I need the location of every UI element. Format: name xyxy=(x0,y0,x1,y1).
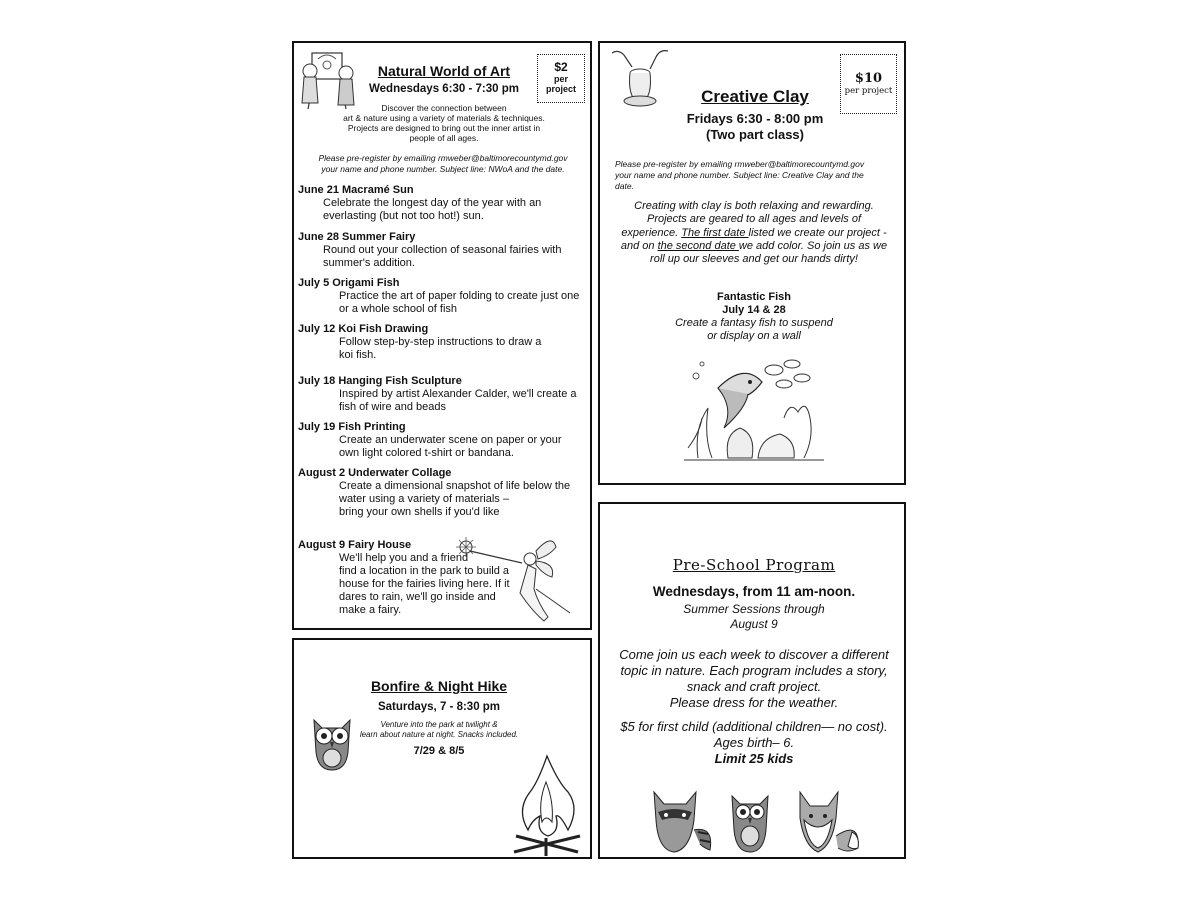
natural-world-schedule: Wednesdays 6:30 - 7:30 pm xyxy=(369,83,519,95)
event-item xyxy=(298,323,590,362)
preschool-sessions-1: Summer Sessions through xyxy=(683,602,825,616)
creative-clay-second-date: the second date xyxy=(657,239,739,252)
event-item xyxy=(298,421,590,460)
event-desc: Create an underwater scene on paper or your xyxy=(339,434,562,446)
event-desc: everlasting (but not too hot!) sun. xyxy=(323,210,484,222)
creative-clay-title: Creative Clay xyxy=(701,87,809,106)
natural-world-of-art-panel xyxy=(292,41,592,630)
creative-clay-description xyxy=(606,200,902,266)
preschool-details xyxy=(604,719,904,767)
underwater-fish-illustration xyxy=(684,348,824,466)
preschool-sessions xyxy=(640,602,868,632)
event-desc: or a whole school of fish xyxy=(339,303,458,315)
natural-world-price: $2 xyxy=(554,60,568,74)
creative-clay-register-2: your name and phone number. Subject line: Creative Clay and the xyxy=(615,170,864,180)
natural-world-price-box xyxy=(537,54,585,103)
preschool-limit: Limit 25 kids xyxy=(714,751,794,766)
event-title: July 19 Fish Printing xyxy=(298,421,406,433)
event-item xyxy=(298,277,590,316)
preschool-sessions-2: August 9 xyxy=(730,617,778,631)
creative-clay-desc-3a: experience. xyxy=(621,226,682,239)
clay-hands-illustration xyxy=(608,47,676,109)
campfire-illustration xyxy=(510,752,584,858)
event-desc: fish of wire and beads xyxy=(339,401,447,413)
creative-clay-panel xyxy=(598,41,906,485)
event-title: July 12 Koi Fish Drawing xyxy=(298,323,429,335)
natural-world-desc-4: people of all ages. xyxy=(409,133,479,143)
event-title: June 21 Macramé Sun xyxy=(298,184,414,196)
project-dates: July 14 & 28 xyxy=(722,304,786,316)
event-desc: make a fairy. xyxy=(339,604,402,616)
preschool-desc-1: Come join us each week to discover a different xyxy=(619,647,889,662)
event-desc: Round out your collection of seasonal fairies with xyxy=(323,244,562,256)
natural-world-price-note-2: project xyxy=(545,84,576,94)
event-desc: dares to rain, we'll go inside and xyxy=(339,591,496,603)
event-desc: Inspired by artist Alexander Calder, we'll create a xyxy=(339,388,577,400)
natural-world-title: Natural World of Art xyxy=(377,63,511,79)
natural-world-register-2: your name and phone number. Subject line: NWoA and the date. xyxy=(321,164,565,174)
bonfire-description xyxy=(339,720,539,740)
event-desc: Follow step-by-step instructions to draw a xyxy=(339,336,542,348)
preschool-schedule: Wednesdays, from 11 am-noon. xyxy=(652,584,856,599)
creative-clay-price-box xyxy=(840,54,897,114)
natural-world-desc-3: Projects are designed to bring out the inner artist in xyxy=(347,123,541,133)
preschool-cost: $5 for first child (additional children— no cost). xyxy=(620,719,888,734)
event-title: July 5 Origami Fish xyxy=(298,277,400,289)
preschool-desc-3: snack and craft project. xyxy=(686,679,822,694)
bonfire-dates: 7/29 & 8/5 xyxy=(413,745,465,757)
bonfire-desc-1: Venture into the park at twilight & xyxy=(380,720,498,729)
project-desc-1: Create a fantasy fish to suspend xyxy=(675,317,833,329)
creative-clay-desc-2: Projects are geared to all ages and levels of xyxy=(646,213,862,226)
creative-clay-desc-1: Creating with clay is both relaxing and rewarding. xyxy=(634,200,874,212)
event-title: August 9 Fairy House xyxy=(298,539,412,551)
creative-clay-register xyxy=(615,159,900,192)
natural-world-register-1: Please pre-register by emailing rmweber@baltimorecountymd.gov xyxy=(318,153,568,163)
natural-world-register xyxy=(300,153,586,175)
natural-world-desc-2: art & nature using a variety of materials & techniques. xyxy=(343,113,545,123)
creative-clay-desc-4a: and on xyxy=(620,239,658,252)
event-title: August 2 Underwater Collage xyxy=(298,467,452,479)
creative-clay-register-1: Please pre-register by emailing rmweber@baltimorecountymd.gov xyxy=(615,159,865,169)
project-desc-2: or display on a wall xyxy=(707,330,801,342)
event-desc: water using a variety of materials – xyxy=(339,493,509,505)
event-item xyxy=(298,184,590,223)
event-item xyxy=(298,467,590,519)
preschool-desc-4: Please dress for the weather. xyxy=(669,695,839,710)
creative-clay-desc-5: roll up our sleeves and get our hands dirty! xyxy=(650,253,858,266)
creative-clay-price-note: per project xyxy=(844,86,893,96)
creative-clay-desc-3 xyxy=(606,227,902,240)
preschool-description xyxy=(604,647,904,711)
event-desc: Celebrate the longest day of the year with an xyxy=(323,197,542,209)
creative-clay-desc-4c: we add color. So join us as we xyxy=(738,239,888,252)
event-desc: Create a dimensional snapshot of life below the xyxy=(339,480,571,492)
bonfire-title: Bonfire & Night Hike xyxy=(370,678,508,694)
creative-clay-desc-3c: listed we create our project - xyxy=(748,226,887,239)
natural-world-description xyxy=(324,103,564,143)
event-desc: own light colored t-shirt or bandana. xyxy=(339,447,514,459)
project-title: Fantastic Fish xyxy=(717,291,791,303)
event-title: July 18 Hanging Fish Sculpture xyxy=(298,375,462,387)
event-desc: Practice the art of paper folding to create just one xyxy=(339,290,580,302)
event-desc: koi fish. xyxy=(339,349,377,361)
natural-world-price-note-1: per xyxy=(553,74,568,84)
event-desc: summer's addition. xyxy=(323,257,415,269)
bonfire-schedule: Saturdays, 7 - 8:30 pm xyxy=(377,701,501,713)
creative-clay-price: $10 xyxy=(854,71,883,86)
creative-clay-register-3: date. xyxy=(615,181,634,191)
event-item xyxy=(298,231,590,270)
preschool-program-panel xyxy=(598,502,906,859)
bonfire-night-hike-panel xyxy=(292,638,592,859)
fantastic-fish-project xyxy=(654,291,854,343)
event-desc: find a location in the park to build a xyxy=(339,565,510,577)
event-item xyxy=(298,375,590,414)
creative-clay-schedule-note: (Two part class) xyxy=(705,127,804,142)
natural-world-desc-1: Discover the connection between xyxy=(381,103,507,113)
event-title: June 28 Summer Fairy xyxy=(298,231,416,243)
forest-animals-illustration xyxy=(648,790,864,858)
creative-clay-schedule: Fridays 6:30 - 8:00 pm xyxy=(686,111,824,126)
preschool-desc-2: topic in nature. Each program includes a story, xyxy=(620,663,888,678)
event-desc: We'll help you and a friend xyxy=(339,552,469,564)
bonfire-desc-2: learn about nature at night. Snacks included. xyxy=(359,730,519,739)
preschool-title: Pre-School Program xyxy=(672,556,836,574)
fairy-illustration xyxy=(452,533,578,625)
owl-illustration xyxy=(308,712,356,774)
event-desc: house for the fairies living here. If it xyxy=(339,578,510,590)
preschool-ages: Ages birth– 6. xyxy=(713,735,795,750)
creative-clay-first-date: The first date xyxy=(681,226,749,239)
event-desc: bring your own shells if you'd like xyxy=(339,506,500,518)
creative-clay-desc-4 xyxy=(606,240,902,253)
